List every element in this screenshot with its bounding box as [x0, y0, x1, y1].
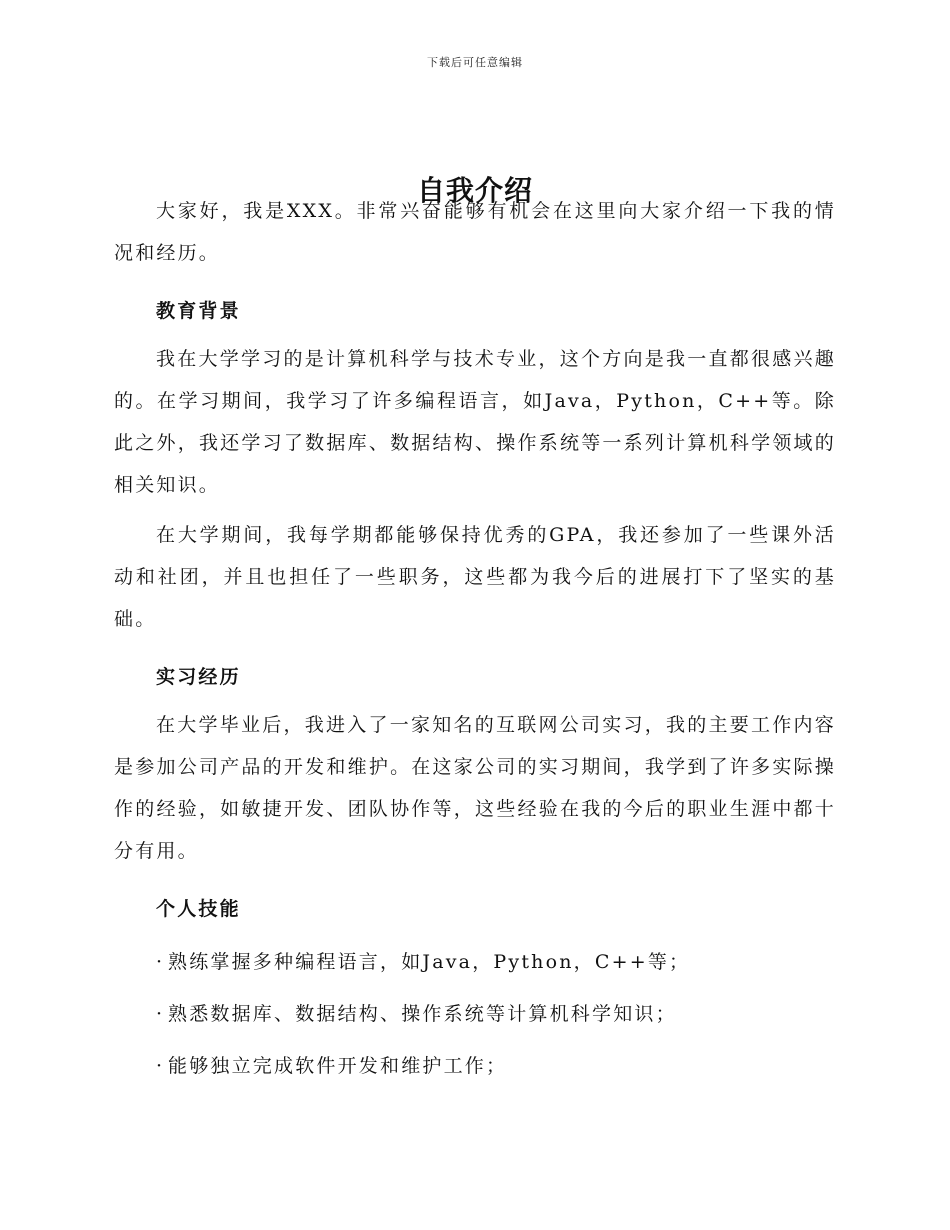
intro-paragraph: 大家好，我是XXX。非常兴奋能够有机会在这里向大家介绍一下我的情况和经历。: [114, 200, 836, 264]
education-paragraph: 我在大学学习的是计算机科学与技术专业，这个方向是我一直都很感兴趣的。在学习期间，我学习了许多编程语言，如Java，Python，C++等。除此之外，我还学习了数据库、数据结构、操作系统等一系列计算机科学领域的相关知识。: [114, 348, 836, 496]
document-body: [114, 190, 836, 1092]
skill-item: [156, 936, 836, 988]
skill-text: 能够独立完成软件开发和维护工作；: [168, 1055, 508, 1077]
skills-heading: 个人技能: [156, 898, 241, 920]
skill-item: [156, 1040, 836, 1092]
skill-item: [156, 988, 836, 1040]
skill-text: 熟练掌握多种编程语言，如Java，Python，C++等；: [168, 951, 691, 973]
bullet-marker: ·: [156, 1055, 165, 1077]
document-title: 自我介绍: [416, 173, 533, 207]
skill-text: 熟悉数据库、数据结构、操作系统等计算机科学知识；: [168, 1003, 677, 1025]
skills-list: [114, 936, 836, 1092]
page-header-note: 下载后可任意编辑: [427, 56, 523, 69]
bullet-marker: ·: [156, 1003, 165, 1025]
internship-paragraph: 在大学毕业后，我进入了一家知名的互联网公司实习，我的主要工作内容是参加公司产品的开发和维护。在这家公司的实习期间，我学到了许多实际操作的经验，如敏捷开发、团队协作等，这些经验在我的今后的职业生涯中都十分有用。: [114, 714, 836, 862]
education-paragraph: 在大学期间，我每学期都能够保持优秀的GPA，我还参加了一些课外活动和社团，并且也担任了一些职务，这些都为我今后的进展打下了坚实的基础。: [114, 524, 836, 630]
bullet-marker: ·: [156, 951, 165, 973]
internship-heading: 实习经历: [156, 666, 241, 688]
education-heading: 教育背景: [156, 300, 241, 322]
